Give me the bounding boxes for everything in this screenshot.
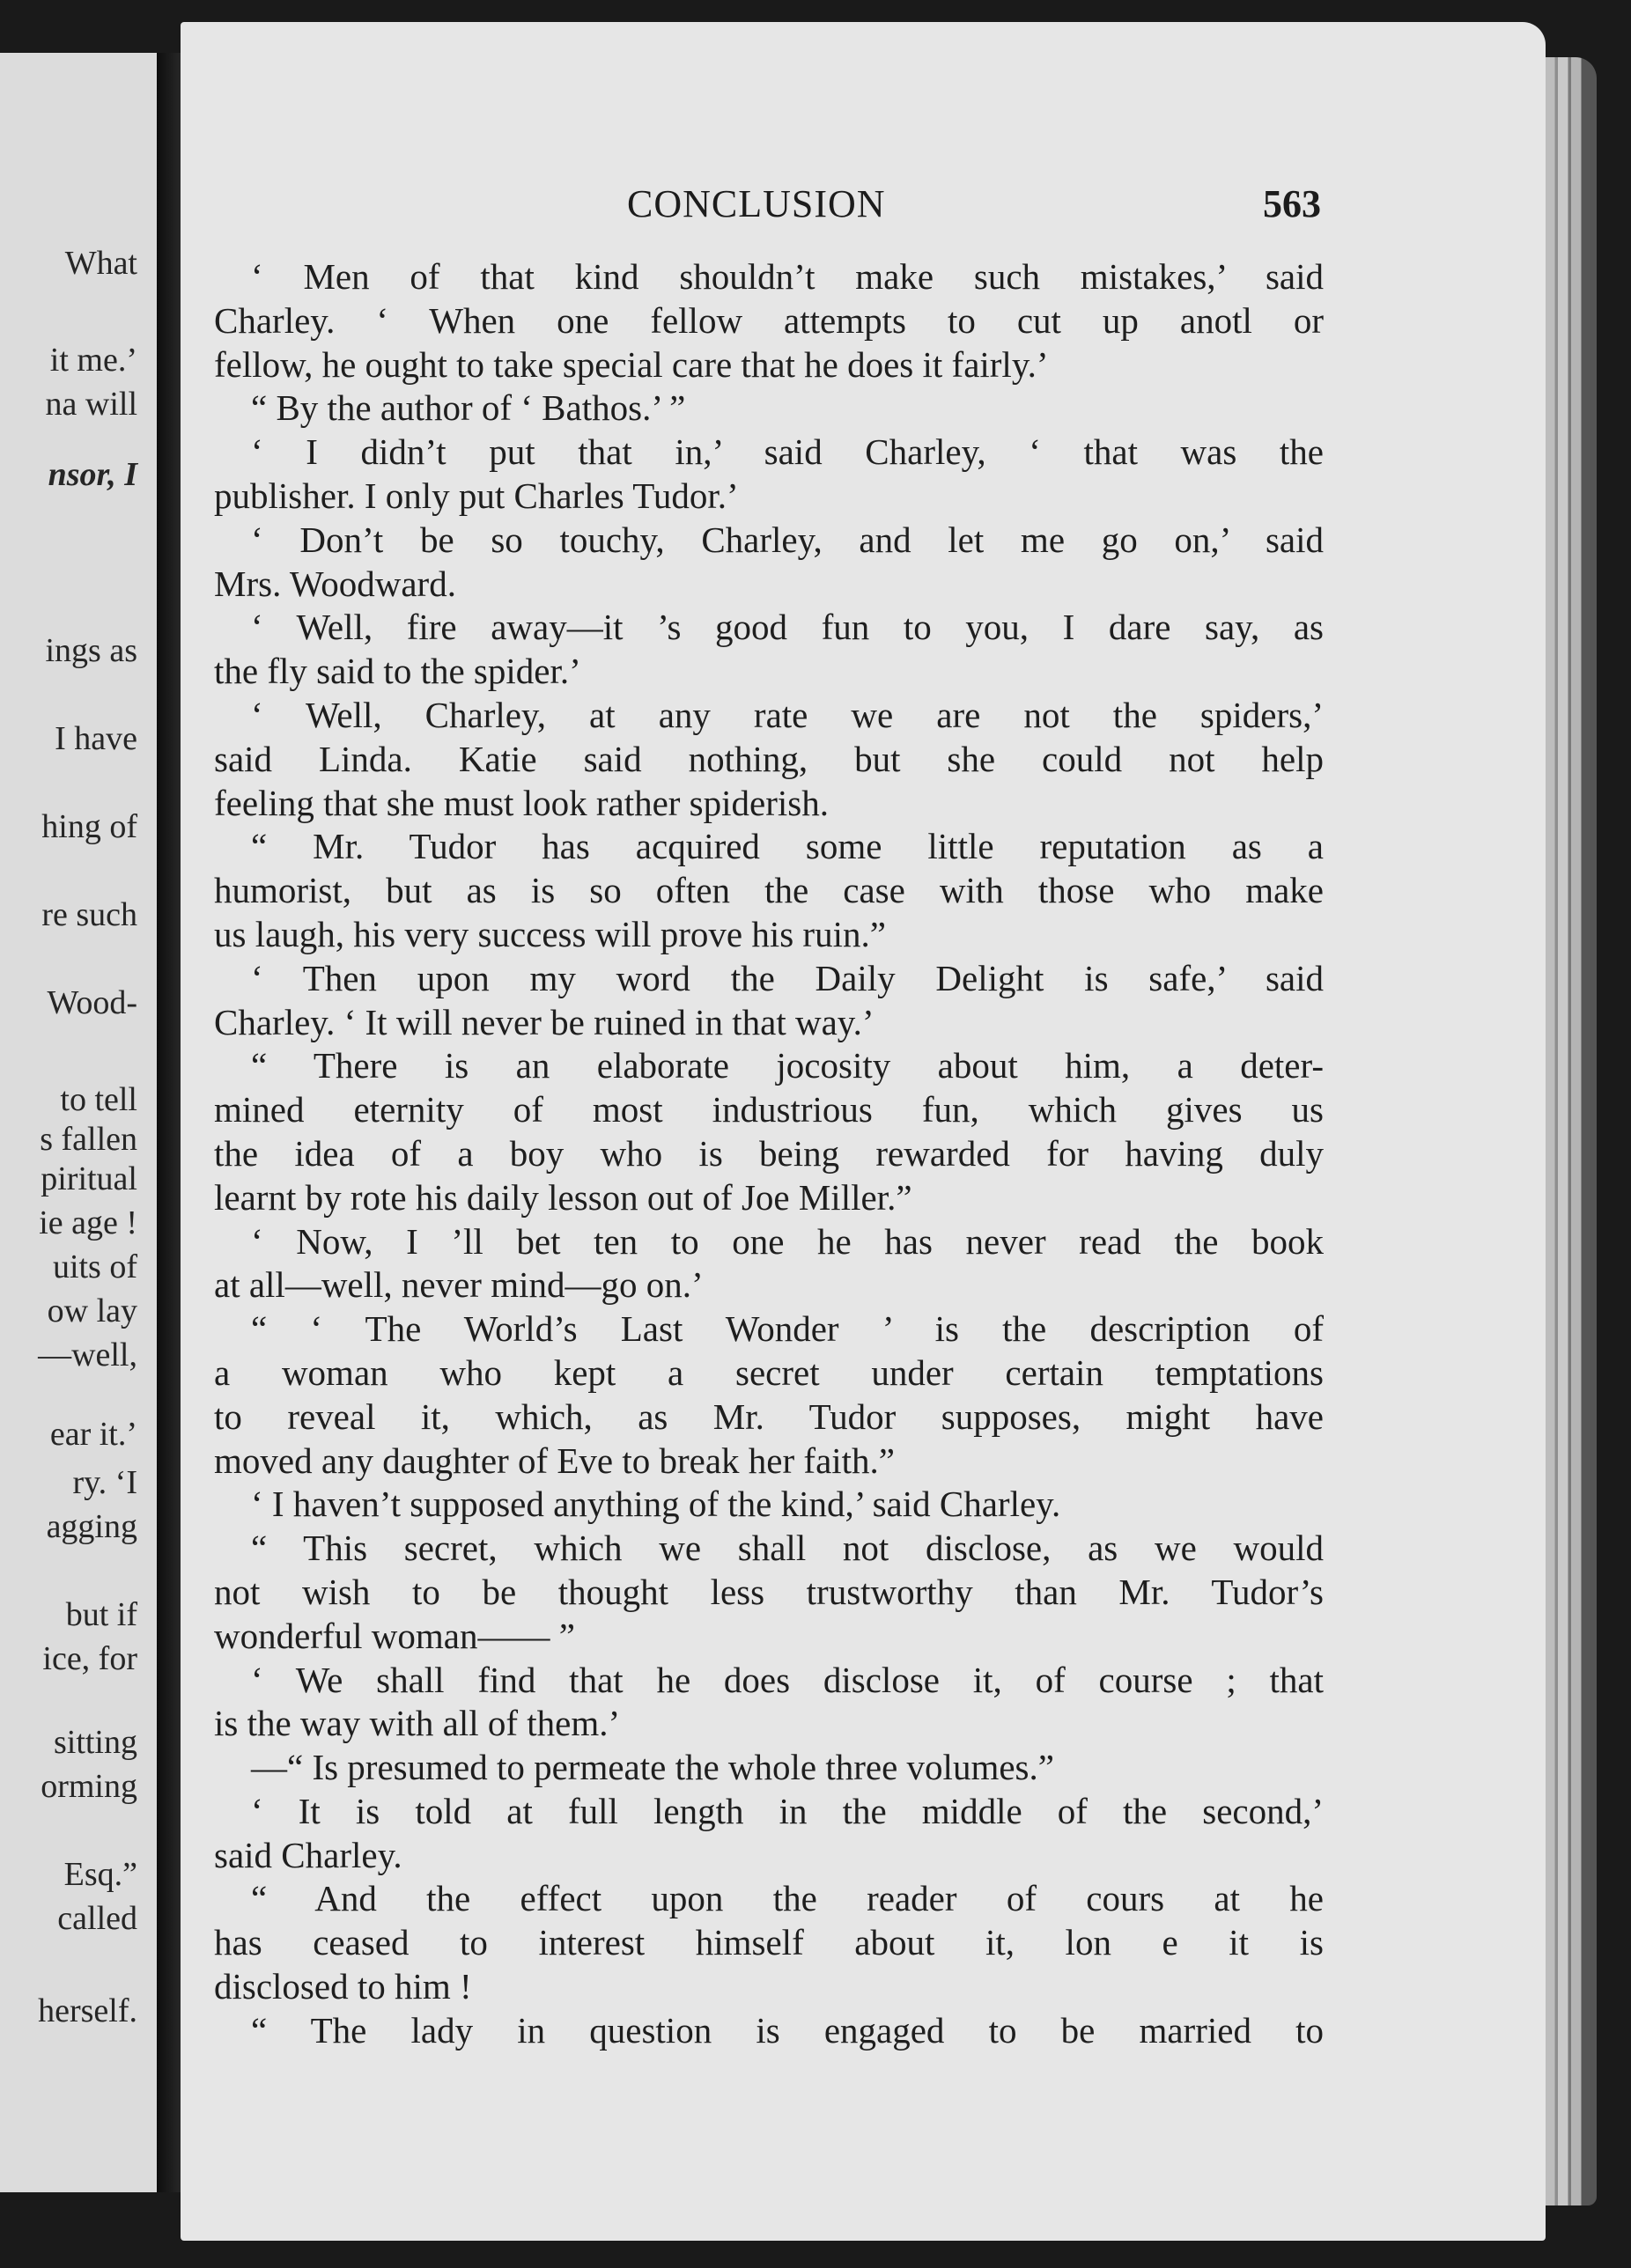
text-line: not wish to be thought less trustworthy than Mr. Tudor’s <box>214 1571 1324 1612</box>
left-page-fragment: to tell <box>60 1081 137 1118</box>
text-line: “ There is an elaborate jocosity about him, a deter- <box>251 1045 1324 1086</box>
text-line: Charley. ‘ When one fellow attempts to cut up anotl or <box>214 299 1324 341</box>
left-page-fragment: ry. ‘I <box>72 1464 137 1501</box>
text-line: moved any daughter of Eve to break her faith.” <box>214 1440 895 1481</box>
book-gutter <box>157 53 183 2192</box>
text-line: fellow, he ought to take special care that he does it fairly.’ <box>214 343 1049 385</box>
text-line: is the way with all of them.’ <box>214 1703 621 1744</box>
text-line: Charley. ‘ It will never be ruined in that way.’ <box>214 1001 875 1042</box>
left-page-fragment: hing of <box>41 808 137 845</box>
text-line: ‘ It is told at full length in the middle of the second,’ <box>251 1790 1324 1831</box>
text-line: ‘ I haven’t supposed anything of the kind,’ said Charley. <box>251 1484 1061 1525</box>
text-line: humorist, but as is so often the case with those who make <box>214 870 1324 911</box>
left-page-fragment: herself. <box>38 1992 137 2029</box>
left-page-fragment: Esq.” <box>63 1856 137 1893</box>
left-page-fragment: but if <box>65 1596 137 1633</box>
text-line: disclosed to him ! <box>214 1966 472 2007</box>
left-page-fragment: s fallen <box>40 1121 137 1158</box>
text-line: to reveal it, which, as Mr. Tudor supposes, might have <box>214 1395 1324 1437</box>
left-page-fragment: What <box>64 245 137 282</box>
left-page-fragment: —well, <box>38 1336 137 1373</box>
running-title: CONCLUSION <box>627 182 886 225</box>
text-line: a woman who kept a secret under certain temptations <box>214 1351 1324 1393</box>
left-page-fragment: re such <box>41 896 137 933</box>
text-line: “ The lady in question is engaged to be married to <box>251 2009 1324 2051</box>
text-line: “ This secret, which we shall not disclose, as we would <box>251 1528 1324 1569</box>
page-number: 563 <box>1263 182 1321 225</box>
text-line: said Charley. <box>214 1834 402 1875</box>
left-page-fragment: ie age ! <box>39 1204 137 1241</box>
text-line: “ ‘ The World’s Last Wonder ’ is the description of <box>251 1308 1324 1350</box>
text-line: “ Mr. Tudor has acquired some little reputation as a <box>251 826 1324 867</box>
body-text <box>214 255 1324 2053</box>
text-line: ‘ Men of that kind shouldn’t make such mistakes,’ said <box>251 256 1324 297</box>
left-page-fragment: ear it.’ <box>49 1416 137 1453</box>
page-edges <box>1546 57 1597 2205</box>
text-line: has ceased to interest himself about it, lon e it is <box>214 1922 1324 1963</box>
left-page-margin <box>0 53 157 2192</box>
text-line: the fly said to the spider.’ <box>214 651 581 692</box>
text-line: ‘ Well, Charley, at any rate we are not the spiders,’ <box>251 694 1324 735</box>
left-page-fragment: orming <box>41 1768 137 1805</box>
left-page-fragment: I have <box>55 720 137 757</box>
left-page-fragment: ow lay <box>47 1292 137 1329</box>
left-page-fragment: sitting <box>53 1724 137 1761</box>
left-page-fragment: uits of <box>52 1248 137 1285</box>
left-page-fragment: ice, for <box>42 1640 137 1677</box>
left-page-fragment: agging <box>46 1508 137 1545</box>
text-line: ‘ I didn’t put that in,’ said Charley, ‘ that was the <box>251 431 1324 473</box>
text-line: learnt by rote his daily lesson out of Joe Miller.” <box>214 1176 912 1218</box>
left-page-fragment: ings as <box>45 632 137 669</box>
text-line: ‘ Don’t be so touchy, Charley, and let me go on,’ said <box>251 519 1324 560</box>
text-line: “ By the author of ‘ Bathos.’ ” <box>251 387 686 429</box>
text-line: wonderful woman—— ” <box>214 1615 575 1656</box>
left-page-fragment: piritual <box>41 1160 137 1197</box>
text-line: us laugh, his very success will prove his ruin.” <box>214 913 886 954</box>
left-page-fragment: nsor, I <box>48 456 137 493</box>
text-line: at all—well, never mind—go on.’ <box>214 1264 704 1306</box>
text-line: ‘ We shall find that he does disclose it, of course ; that <box>251 1659 1324 1700</box>
text-line: ‘ Now, I ’ll bet ten to one he has never read the book <box>251 1220 1324 1262</box>
left-page-fragment: Wood- <box>47 984 137 1021</box>
text-line: “ And the effect upon the reader of cours at he <box>251 1878 1324 1919</box>
left-page-fragment: na will <box>45 386 137 423</box>
text-line: Mrs. Woodward. <box>214 563 456 604</box>
text-line: ‘ Well, fire away—it ’s good fun to you, I dare say, as <box>251 607 1324 648</box>
text-line: said Linda. Katie said nothing, but she could not help <box>214 738 1324 779</box>
text-line: mined eternity of most industrious fun, which gives us <box>214 1089 1324 1130</box>
text-line: —“ Is presumed to permeate the whole three volumes.” <box>251 1747 1054 1788</box>
text-line: publisher. I only put Charles Tudor.’ <box>214 475 739 516</box>
text-line: feeling that she must look rather spiderish. <box>214 782 829 823</box>
text-line: the idea of a boy who is being rewarded for having duly <box>214 1132 1324 1174</box>
left-page-fragment: it me.’ <box>49 342 137 379</box>
left-page-fragment: called <box>57 1900 137 1937</box>
text-line: ‘ Then upon my word the Daily Delight is safe,’ said <box>251 957 1324 998</box>
